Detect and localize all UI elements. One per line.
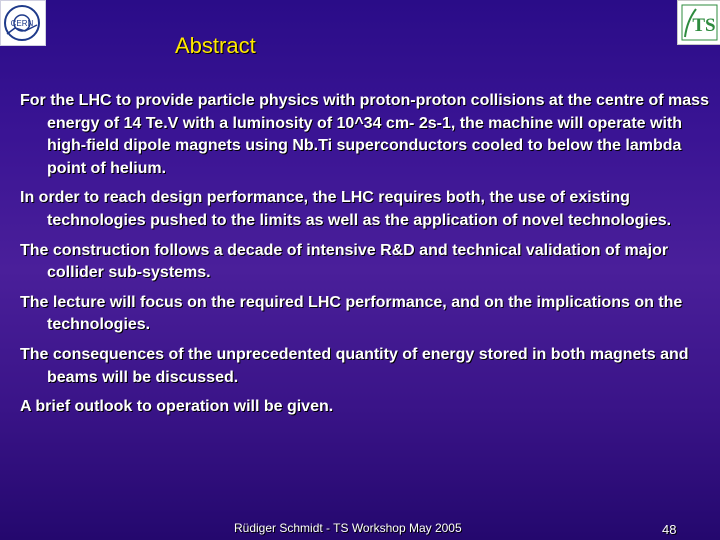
ts-logo (677, 0, 720, 45)
abstract-paragraph-4: The lecture will focus on the required LHC performance, and on the implications on the technologies. (20, 293, 683, 334)
ts-logo-text: TS (692, 15, 716, 36)
abstract-body (20, 90, 710, 426)
cern-logo (0, 0, 46, 46)
abstract-paragraph-3: The construction follows a decade of intensive R&D and technical validation of major collider sub-systems. (20, 241, 669, 282)
slide-footer: Rüdiger Schmidt - TS Workshop May 2005 (234, 521, 462, 535)
abstract-paragraph-5: The consequences of the unprecedented quantity of energy stored in both magnets and beams will be discussed. (20, 345, 689, 386)
ts-logo-icon (678, 1, 720, 44)
abstract-paragraph-2: In order to reach design performance, the LHC requires both, the use of existing technologies pushed to the limits as well as the application of novel technologies. (20, 189, 672, 229)
cern-logo-text: CERN (10, 19, 34, 28)
cern-logo-icon (1, 1, 45, 45)
slide-title: Abstract (175, 33, 256, 58)
page-number: 48 (662, 522, 677, 537)
abstract-paragraph-6: A brief outlook to operation will be given. (20, 398, 334, 416)
abstract-paragraph-1: For the LHC to provide particle physics with proton-proton collisions at the centre of mass energy of 14 Te.V with a luminosity of 10^34 cm- 2s-1, the machine will operate with high-field dipole magnets using Nb.Ti superconductors cooled to below the lambda point of helium. (20, 92, 709, 177)
